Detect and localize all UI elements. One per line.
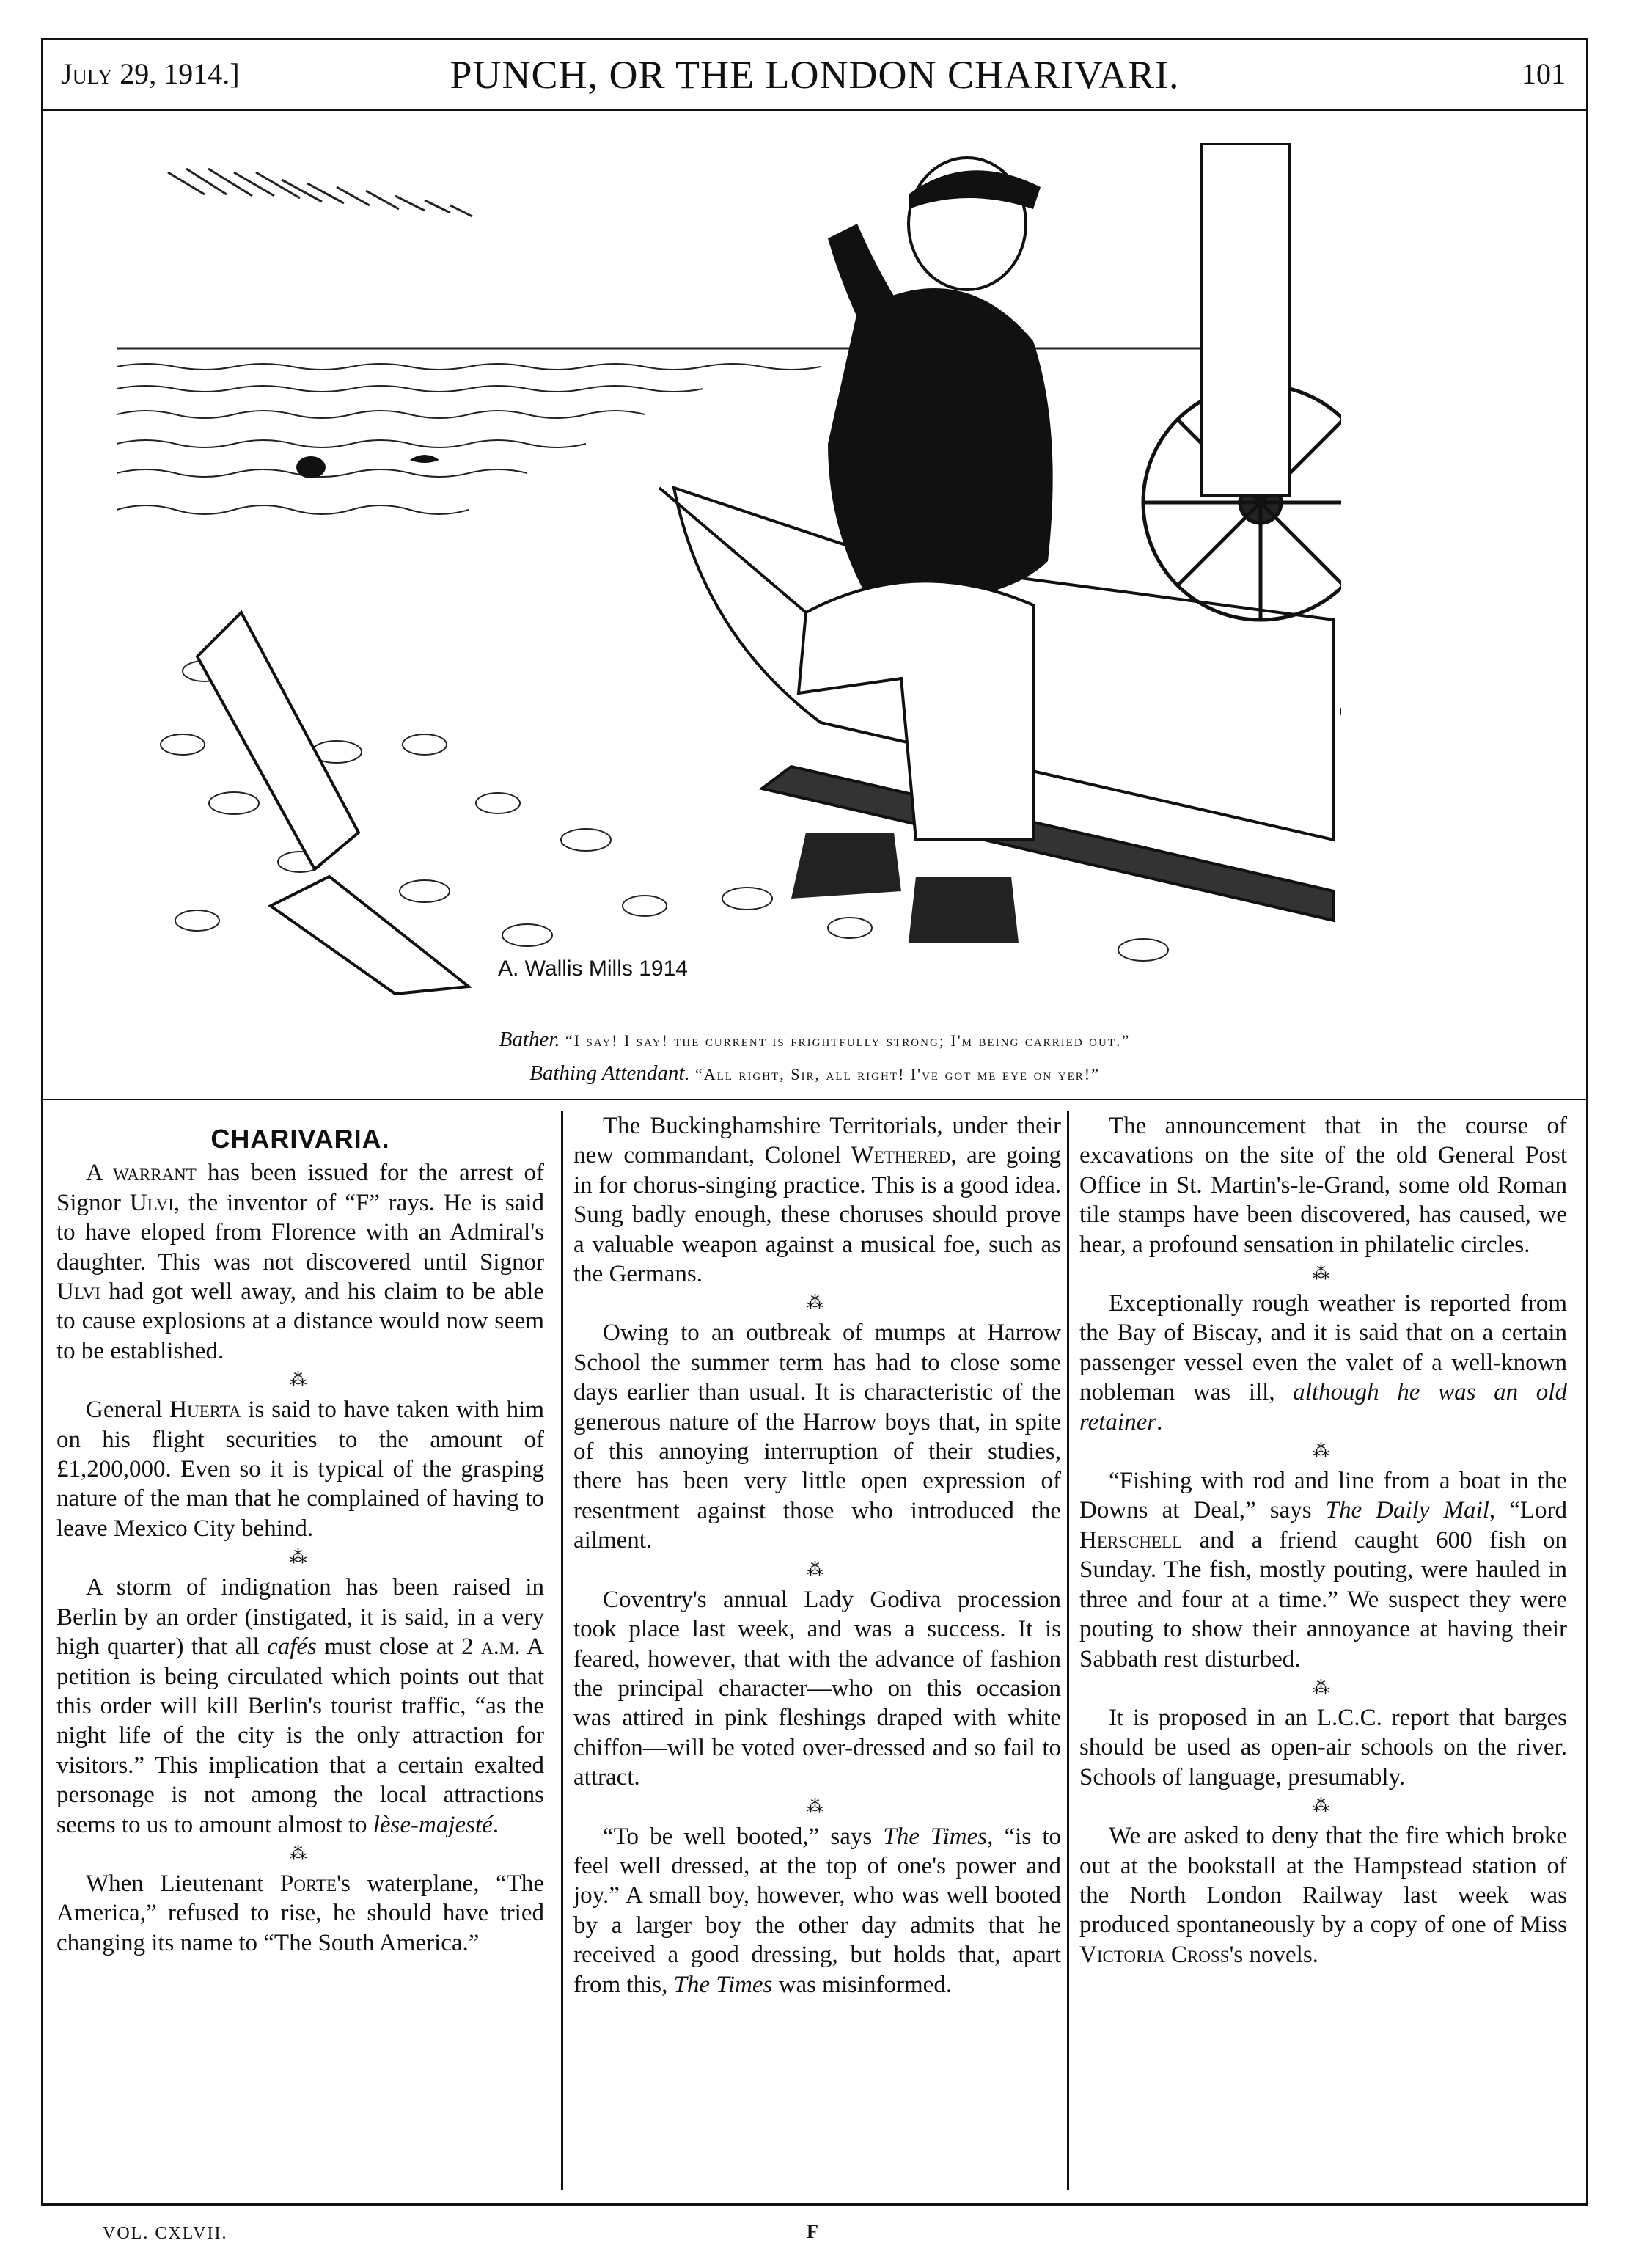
paragraph: When Lieutenant Porte's waterplane, “The America,” refused to rise, he should have tried changing its name to “The South America.” bbox=[56, 1870, 544, 1956]
section-stars: ⁂ bbox=[1312, 1265, 1335, 1284]
article-title: CHARIVARIA. bbox=[210, 1124, 390, 1154]
section-stars: ⁂ bbox=[806, 1797, 829, 1817]
issue-date: July 29, 1914.] bbox=[61, 57, 240, 90]
masthead-title: PUNCH, OR THE LONDON CHARIVARI. bbox=[450, 53, 1180, 97]
section-stars: ⁂ bbox=[1312, 1797, 1335, 1817]
paragraph: Owing to an outbreak of mumps at Harrow School the summer term has had to close some days earlier than usual. It is characteristic of the generous nature of the Harrow boys that, in spite of this annoying interruption of their studies, there has been very little open expression of resentment against those who introduced the ailment. bbox=[573, 1320, 1061, 1554]
paragraph: A warrant has been issued for the arrest of Signor Ulvi, the inventor of “F” rays. He is said to have eloped from Florence with an Admiral's daughter. This was not discovered until Signor Ulvi had got well away, and his claim to be able to cause explosions at a distance would now seem to be established. bbox=[56, 1160, 544, 1364]
paragraph: It is proposed in an L.C.C. report that barges should be used as open-air schools on the river. Schools of language, presumably. bbox=[1079, 1704, 1567, 1790]
section-stars: ⁂ bbox=[806, 1294, 829, 1314]
cartoon-caption bbox=[43, 1023, 1586, 1091]
paragraph: Exceptionally rough weather is reported from the Bay of Biscay, and it is said that on a certain passenger vessel even the valet of a well-known nobleman was ill, although he was an old retainer. bbox=[1079, 1290, 1567, 1435]
paragraph: “To be well booted,” says The Times, “is to feel well dressed, at the top of one's power and joy.” A small boy, however, who was well booted by a larger boy the other day admits that he received a good dressing, but holds that, apart from this, The Times was misinformed. bbox=[573, 1823, 1061, 1998]
section-rule bbox=[43, 1097, 1586, 1100]
paragraph: General Huerta is said to have taken with him on his flight securities to the amount of £1,200,000. Even so it is typical of the grasping nature of the man that he complained of having to leave Mexico City behind. bbox=[56, 1397, 544, 1542]
bathing-machine-steps bbox=[197, 612, 469, 994]
paragraph: We are asked to deny that the fire which broke out at the bookstall at the Hampstead station of the North London Railway last week was produced spontaneously by a copy of one of Miss Victoria Cross's novels. bbox=[1079, 1823, 1567, 1968]
section-stars: ⁂ bbox=[1312, 1678, 1335, 1698]
page-frame bbox=[41, 38, 1588, 2206]
attendant-boots bbox=[791, 833, 1019, 943]
paragraph: A storm of indignation has been raised in Berlin by an order (instigated, it is said, in a very high quarter) that all cafés must close at 2 a.m. A petition is being circulated which points out that this order will kill Berlin's tourist traffic, “as the night life of the city is the only attraction for visitors.” This implication that a certain exalted personage is not among the local attractions seems to us to amount almost to lèse-majesté. bbox=[56, 1574, 544, 1838]
page-header bbox=[43, 40, 1586, 114]
article-columns bbox=[56, 1111, 1573, 2190]
rain-streaks bbox=[168, 169, 472, 216]
section-stars: ⁂ bbox=[289, 1548, 312, 1568]
section-stars: ⁂ bbox=[289, 1844, 312, 1864]
page-number: 101 bbox=[1522, 57, 1566, 90]
caption-line-2 bbox=[43, 1057, 1586, 1091]
section-stars: ⁂ bbox=[1312, 1442, 1335, 1462]
paragraph: The announcement that in the course of excavations on the site of the old General Post Office in St. Martin's-le-Grand, some old Roman tile stamps have been discovered, has caused, we hear, a profound sensation in philatelic circles. bbox=[1079, 1113, 1567, 1258]
attendant-jersey bbox=[828, 288, 1053, 605]
volume-label: VOL. CXLVII. bbox=[103, 2224, 228, 2243]
caption-text-2: “All right, Sir, all right! I've got me eye on yer!” bbox=[694, 1065, 1100, 1083]
sea bbox=[117, 348, 1290, 514]
paragraph: The Buckinghamshire Territorials, under their new commandant, Colonel Wethered, are going in for chorus-singing practice. This is a good idea. Sung badly enough, these choruses should prove a valuable weapon against a musical foe, such as the Germans. bbox=[573, 1113, 1062, 1288]
cartoon-illustration bbox=[117, 143, 1341, 1001]
cartoon-signature: A. Wallis Mills 1914 bbox=[498, 956, 688, 981]
column-3 bbox=[1079, 1111, 1567, 2190]
section-stars: ⁂ bbox=[806, 1560, 829, 1580]
caption-line-1 bbox=[43, 1023, 1586, 1057]
paragraph: Coventry's annual Lady Godiva procession took place last week, and was a success. It is feared, however, that with the advance of fashion the principal character—who on this occasion was attired in pink fleshings draped with white chiffon—will be voted over-dressed and so fail to attract. bbox=[573, 1586, 1061, 1791]
header-rule bbox=[43, 109, 1586, 111]
column-2 bbox=[573, 1111, 1061, 2190]
bathing-machine-post bbox=[1202, 143, 1290, 495]
signature-mark: F bbox=[807, 2221, 818, 2242]
section-stars: ⁂ bbox=[289, 1371, 312, 1391]
caption-text-1: “I say! I say! the current is frightfully strong; I'm being carried out.” bbox=[565, 1031, 1131, 1050]
caption-speaker-2: Bathing Attendant. bbox=[529, 1061, 690, 1085]
paragraph: “Fishing with rod and line from a boat in the Downs at Deal,” says The Daily Mail, “Lord Herschell and a friend caught 600 fish on Sunday. The fish, mostly pouting, were hauled in three and four at a time.” We suspect they were pouting to show their annoyance at having their Sabbath rest disturbed. bbox=[1079, 1468, 1567, 1672]
column-1 bbox=[56, 1111, 544, 2190]
caption-speaker-1: Bather. bbox=[499, 1028, 560, 1051]
